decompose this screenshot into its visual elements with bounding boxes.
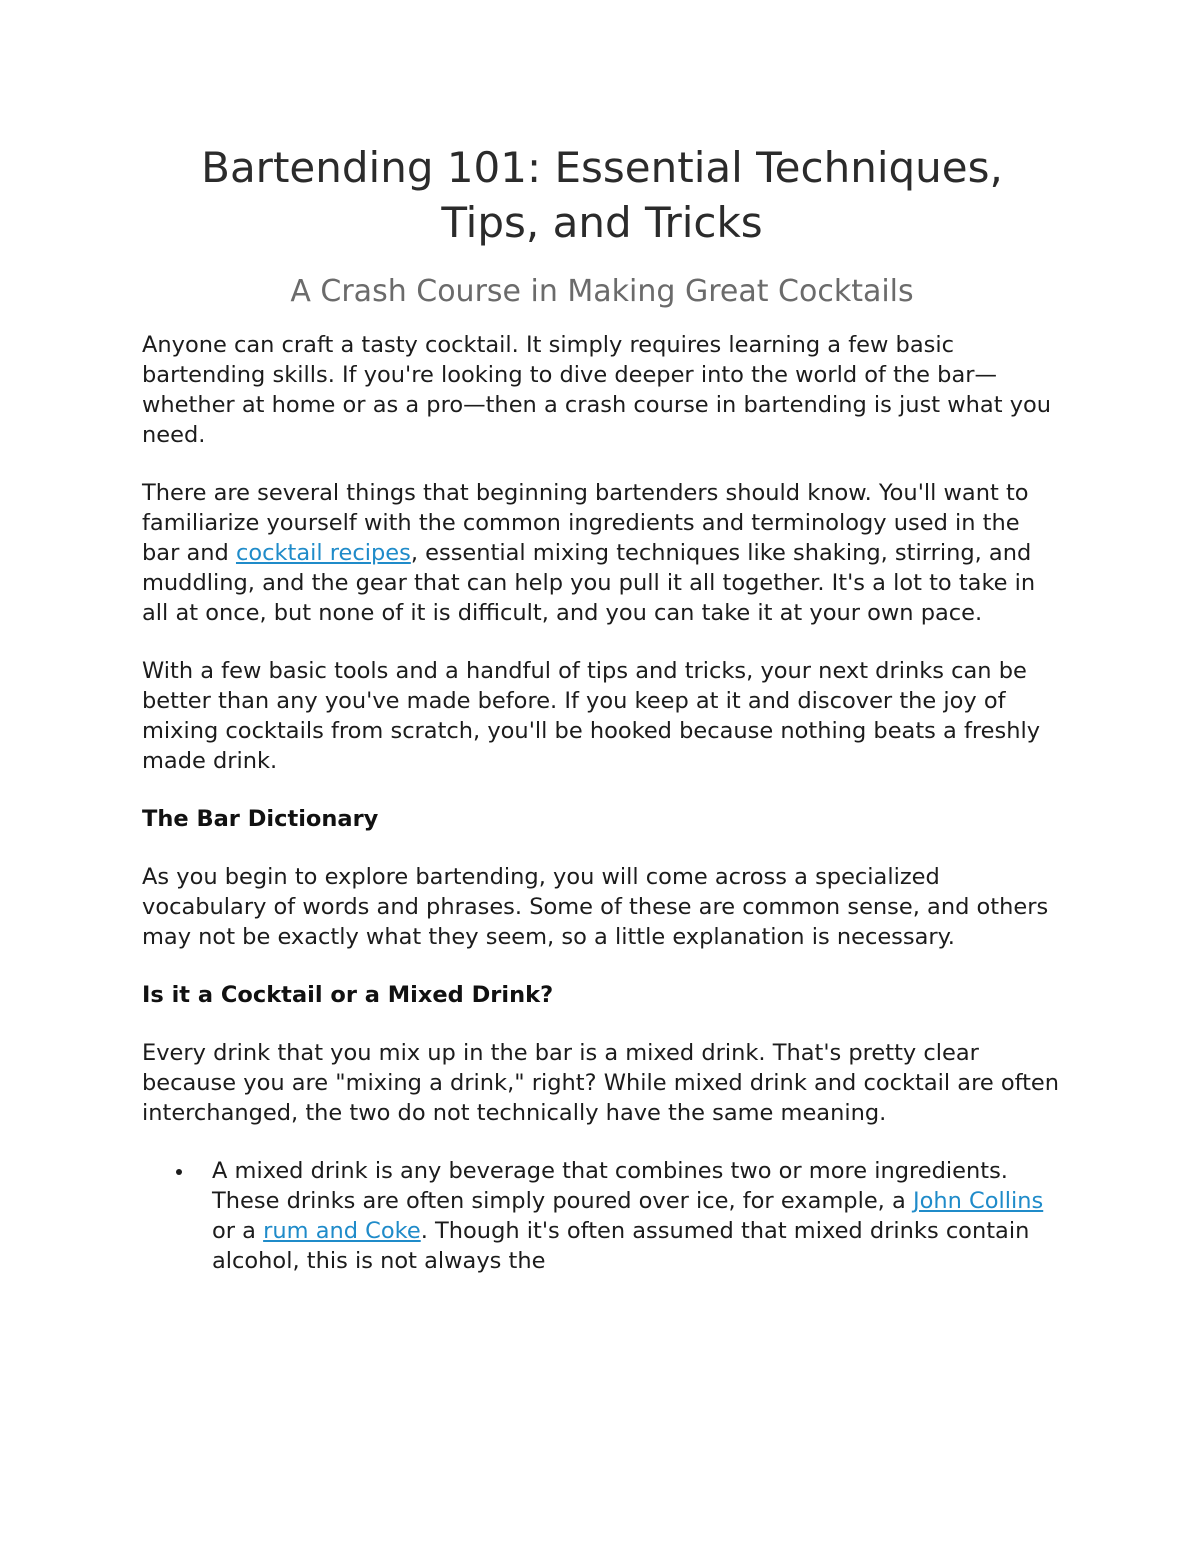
cocktail-or-mixed-drink-heading: Is it a Cocktail or a Mixed Drink? (142, 982, 554, 1008)
document-page (142, 140, 1062, 1276)
cocktail-recipes-link[interactable]: cocktail recipes (235, 540, 411, 566)
title-line-1: Bartending 101: Essential Techniques, (201, 143, 1003, 192)
title-line-2: Tips, and Tricks (441, 198, 763, 247)
john-collins-link[interactable]: John Collins (912, 1188, 1044, 1214)
list-item-text-middle: or a (212, 1218, 264, 1244)
list-item-text-before: A mixed drink is any beverage that combines two or more ingredients. These drinks are often simply poured over ice, for example, a (212, 1158, 1008, 1214)
intro-paragraph-2-text-after: , essential mixing techniques like shaking, stirring, and muddling, and the gear that can help you pull it all together. It's a lot to take in all at once, but none of it is difficult, and you can take it at your own pace. (142, 540, 1036, 626)
cocktail-or-mixed-drink-paragraph: Every drink that you mix up in the bar is a mixed drink. That's pretty clear because you are "mixing a drink," right? While mixed drink and cocktail are often interchanged, the two do not technically have the same meaning. (142, 1040, 1060, 1126)
intro-paragraph-2-text-before: There are several things that beginning bartenders should know. You'll want to familiarize yourself with the common ingredients and terminology used in the bar and (142, 480, 1029, 566)
list-item (212, 1156, 1062, 1276)
document-subtitle: A Crash Course in Making Great Cocktails (290, 274, 914, 309)
rum-and-coke-link[interactable]: rum and Coke (263, 1218, 421, 1244)
definition-list (142, 1156, 1062, 1276)
bar-dictionary-heading: The Bar Dictionary (142, 806, 379, 832)
document-title (142, 140, 1062, 250)
list-item-text-after: . Though it's often assumed that mixed drinks contain alcohol, this is not always the (212, 1218, 1030, 1274)
bullet-icon (176, 1169, 182, 1175)
intro-paragraph-2 (142, 478, 1062, 628)
intro-paragraph-1: Anyone can craft a tasty cocktail. It simply requires learning a few basic bartending skills. If you're looking to dive deeper into the world of the bar—whether at home or as a pro—then a crash course in bartending is just what you need. (142, 332, 1052, 448)
bar-dictionary-paragraph: As you begin to explore bartending, you will come across a specialized vocabulary of words and phrases. Some of these are common sense, and others may not be exactly what they seem, so a little explanation is necessary. (142, 864, 1049, 950)
intro-paragraph-3: With a few basic tools and a handful of tips and tricks, your next drinks can be better than any you've made before. If you keep at it and discover the joy of mixing cocktails from scratch, you'll be hooked because nothing beats a freshly made drink. (142, 658, 1041, 774)
